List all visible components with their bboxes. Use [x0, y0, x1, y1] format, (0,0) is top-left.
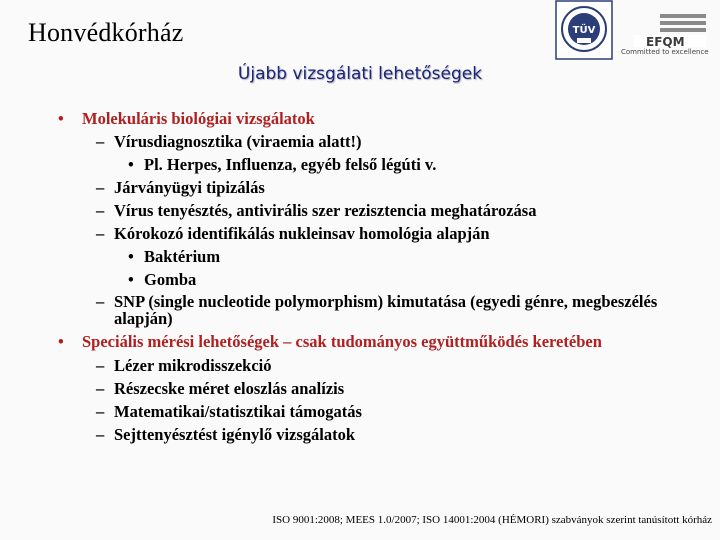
bullet-item: – Vírusdiagnosztika (viraemia alatt!) — [96, 132, 362, 151]
bullet-item: – Lézer mikrodisszekció — [96, 356, 272, 375]
page-title: Honvédkórház — [28, 18, 184, 47]
bullet-item: • Molekuláris biológiai vizsgálatok — [58, 109, 315, 128]
tuv-certification-logo — [555, 0, 613, 60]
bullet-list — [58, 107, 698, 446]
bullet-item: – Sejttenyésztést igénylő vizsgálatok — [96, 425, 356, 444]
certification-footer: ISO 9001:2008; MEES 1.0/2007; ISO 14001:2004 (HÉMORI) szabványok szerint tanúsított kórház — [272, 514, 712, 526]
efqm-tagline: Committed to excellence — [621, 48, 709, 56]
bullet-item: – Járványügyi tipizálás — [96, 178, 265, 197]
bullet-item: – Matematikai/statisztikai támogatás — [96, 402, 362, 421]
bullet-item: • Speciális mérési lehetőségek – csak tudományos együttműködés keretében — [58, 332, 602, 351]
slide-subtitle: Újabb vizsgálati lehetőségek — [237, 64, 483, 84]
bullet-item: – Kórokozó identifikálás nukleinsav homológia alapján — [96, 224, 490, 243]
svg-text:EFQM: EFQM — [646, 35, 685, 49]
bullet-item: • Baktérium — [128, 247, 221, 266]
bullet-item: – Részecske méret eloszlás analízis — [96, 379, 345, 398]
bullet-item: • Pl. Herpes, Influenza, egyéb felső légúti v. — [128, 155, 437, 174]
bullet-item: – Vírus tenyésztés, antivirális szer rezisztencia meghatározása — [96, 201, 537, 220]
bullet-item: – SNP (single nucleotide polymorphism) kimutatása (egyedi génre, megbeszélés alapján) — [96, 292, 658, 328]
svg-text:TÜV: TÜV — [572, 25, 596, 36]
bullet-item: • Gomba — [128, 270, 197, 289]
